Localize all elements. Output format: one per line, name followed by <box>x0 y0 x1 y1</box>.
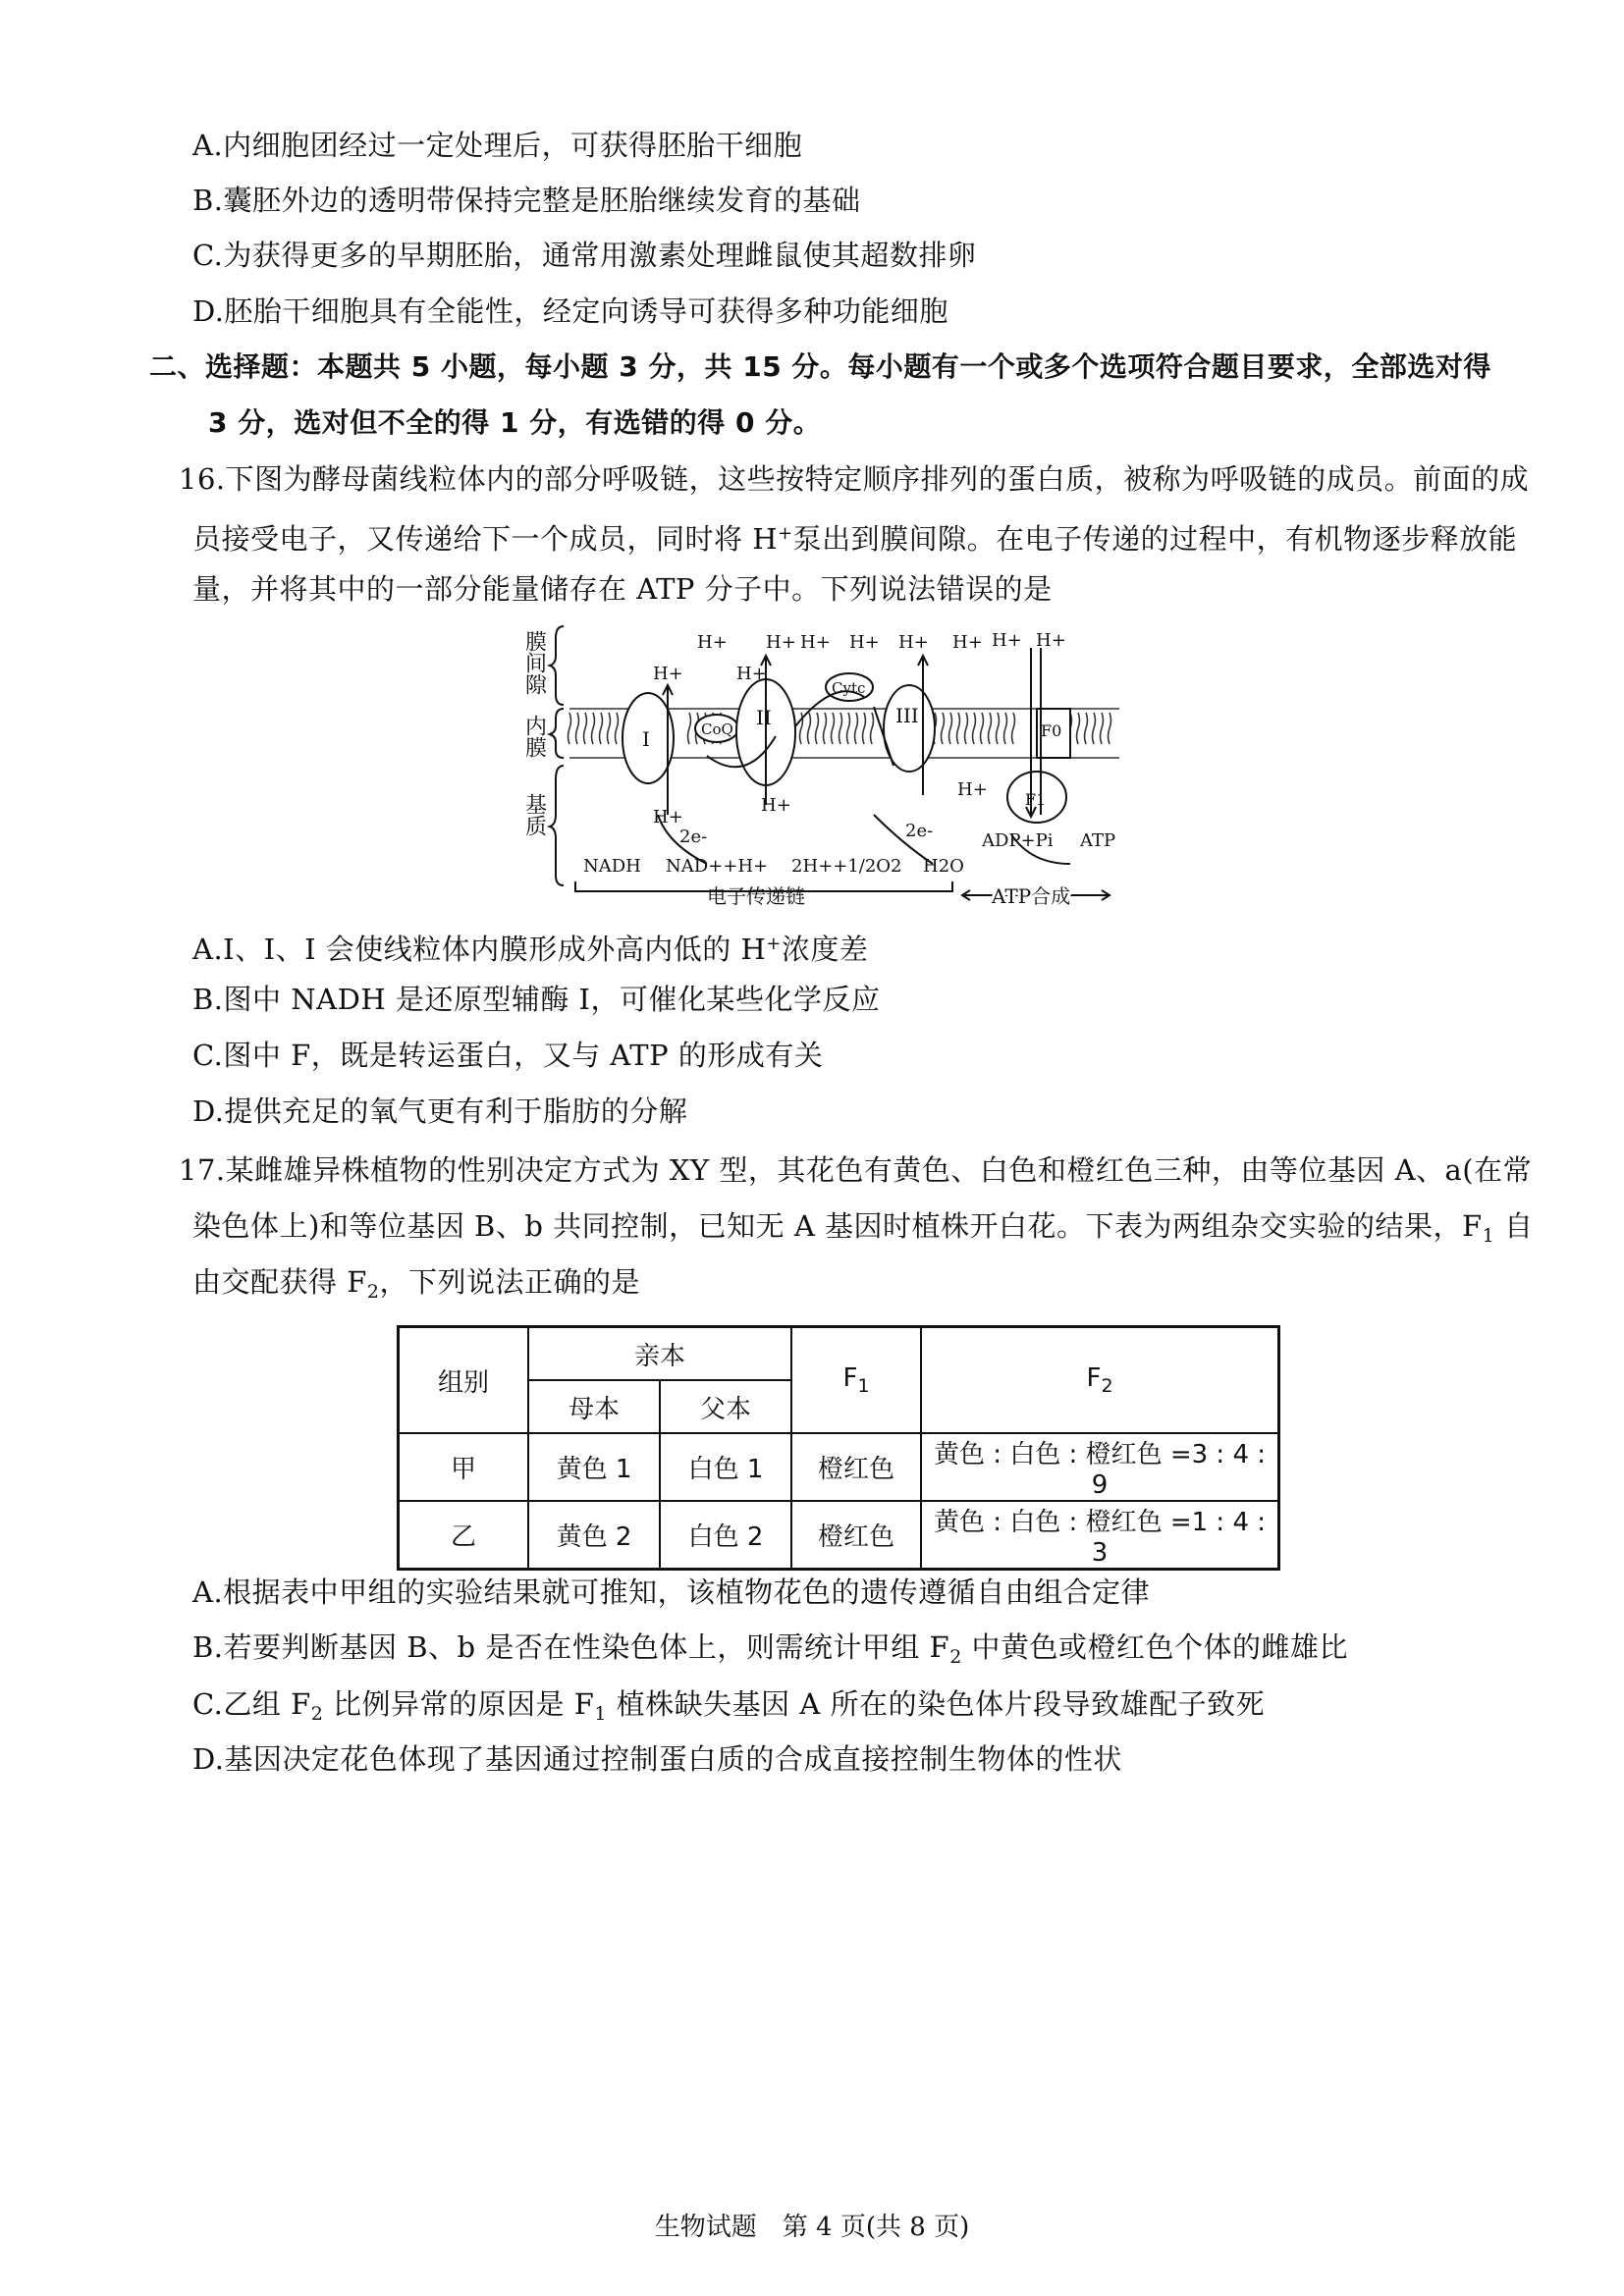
cell-father: 白色 2 <box>660 1501 791 1570</box>
q17-option-c <box>192 1684 1265 1734</box>
q15-option-b: B.囊胚外边的透明带保持完整是胚胎继续发育的基础 <box>192 184 861 217</box>
page-footer: 生物试题 第 4 页(共 8 页) <box>654 2213 970 2242</box>
hplus-label: H+ <box>1036 630 1066 651</box>
two-e-label: 2e- <box>905 821 934 841</box>
q16-option-a <box>192 925 868 969</box>
complex-1-label: I <box>642 727 650 751</box>
cytc-label: Cytc <box>832 679 866 697</box>
q17-stem-line3-sub: 2 <box>366 1281 380 1303</box>
hplus-label: H+ <box>898 632 929 653</box>
section2-heading: 二、选择题：本题共 5 小题，每小题 3 分，共 15 分。每小题有一个或多个选项符合题目要求，全部选对得 <box>149 350 1491 383</box>
two-e-label: 2e- <box>679 827 708 847</box>
cell-group: 乙 <box>399 1501 529 1570</box>
q16-option-a-text: A.I、I、I 会使线粒体内膜形成外高内低的 H <box>192 933 767 966</box>
hplus-label: H+ <box>849 632 880 653</box>
header-parents: 亲本 <box>528 1327 791 1381</box>
q17-option-d: D.基因决定花色体现了基因通过控制蛋白质的合成直接控制生物体的性状 <box>192 1742 1122 1776</box>
hplus-label: H+ <box>653 664 683 684</box>
label-electron-transport-chain: 电子传递链 <box>707 884 805 908</box>
q17-option-c-sub1: 2 <box>310 1703 324 1725</box>
q17-option-b-text: B.若要判断基因 B、b 是否在性染色体上，则需统计甲组 F <box>192 1630 950 1664</box>
q16-option-a-sup: + <box>766 934 782 954</box>
complex-3-label: III <box>895 704 919 727</box>
cell-mother: 黄色 2 <box>528 1501 660 1570</box>
q17-option-c-mid: 比例异常的原因是 F <box>323 1687 595 1721</box>
q16-option-d: D.提供充足的氧气更有利于脂肪的分解 <box>192 1095 688 1128</box>
cell-f1: 橙红色 <box>791 1501 921 1570</box>
cell-f1: 橙红色 <box>791 1433 921 1501</box>
q17-option-c-sub2: 1 <box>594 1703 607 1725</box>
header-f1 <box>791 1327 921 1434</box>
q17-stem-line1: 17.某雌雄异株植物的性别决定方式为 XY 型，其花色有黄色、白色和橙红色三种，由等位基因 A、a(在常 <box>179 1153 1533 1187</box>
q16-option-c: C.图中 F，既是转运蛋白，又与 ATP 的形成有关 <box>192 1039 824 1072</box>
h2o-label: H2O <box>923 856 964 877</box>
label-membrane: 内膜 <box>521 715 547 758</box>
q17-option-b-end: 中黄色或橙红色个体的雌雄比 <box>961 1630 1349 1664</box>
header-f2 <box>921 1327 1279 1434</box>
hplus-label: H+ <box>957 779 988 800</box>
q15-option-c: C.为获得更多的早期胚胎，通常用激素处理雌鼠使其超数排卵 <box>192 239 977 272</box>
hplus-label: H+ <box>761 795 791 816</box>
header-f1-base: F <box>842 1363 858 1393</box>
q17-stem-line2-sub: 1 <box>1482 1225 1495 1247</box>
region-braces <box>550 626 564 885</box>
q17-option-c-text: C.乙组 F <box>192 1687 311 1721</box>
q17-stem-line3-b: ，下列说法正确的是 <box>379 1265 640 1299</box>
header-mother: 母本 <box>528 1380 660 1433</box>
adp-label: ADP+Pi <box>982 830 1054 851</box>
reaction-labels <box>583 821 1115 877</box>
nadh-label: NADH <box>583 856 641 877</box>
q15-option-a: A.内细胞团经过一定处理后，可获得胚胎干细胞 <box>192 129 803 162</box>
table-row <box>399 1433 1279 1501</box>
hplus-label: H+ <box>992 630 1022 651</box>
label-intermembrane: 膜间隙 <box>521 630 547 695</box>
q16-option-b: B.图中 NADH 是还原型辅酶 I，可催化某些化学反应 <box>192 983 881 1016</box>
water-reaction-label: 2H++1/2O2 <box>791 856 902 877</box>
q17-stem-line2 <box>192 1206 1533 1255</box>
hplus-label: H+ <box>766 632 796 653</box>
q16-stem-line2-a: 员接受电子，又传递给下一个成员，同时将 H <box>192 522 779 556</box>
complex-2-label: II <box>756 706 772 729</box>
cell-f2: 黄色 : 白色 : 橙红色 =3 : 4 : 9 <box>921 1433 1279 1501</box>
region-labels <box>522 630 547 836</box>
q17-stem-line2-b: 自 <box>1494 1209 1534 1243</box>
cross-results-table <box>397 1325 1280 1571</box>
q17-option-b-sub: 2 <box>949 1646 962 1668</box>
q16-stem-line1: 16.下图为酵母菌线粒体内的部分呼吸链，这些按特定顺序排列的蛋白质，被称为呼吸链的成员。前面的成 <box>179 462 1530 496</box>
header-f2-sub: 2 <box>1101 1375 1113 1397</box>
q17-stem-line2-a: 染色体上)和等位基因 B、b 共同控制，已知无 A 基因时植株开白花。下表为两组杂交实验的结果，F <box>192 1209 1483 1243</box>
table-header-row <box>399 1327 1279 1381</box>
q16-stem-line3: 量，并将其中的一部分能量储存在 ATP 分子中。下列说法错误的是 <box>192 572 1053 606</box>
q16-stem-line2-sup: + <box>778 523 793 544</box>
q17-option-b <box>192 1628 1348 1677</box>
q15-option-d: D.胚胎干细胞具有全能性，经定向诱导可获得多种功能细胞 <box>192 294 948 328</box>
cell-f2: 黄色 : 白色 : 橙红色 =1 : 4 : 3 <box>921 1501 1279 1570</box>
q17-stem-line3-a: 由交配获得 F <box>192 1265 367 1299</box>
q16-stem-line2-b: 泵出到膜间隙。在电子传递的过程中，有机物逐步释放能 <box>792 522 1518 556</box>
q17-option-a: A.根据表中甲组的实验结果就可推知，该植物花色的遗传遵循自由组合定律 <box>192 1575 1151 1609</box>
hplus-label: H+ <box>653 807 683 828</box>
f0-label: F0 <box>1041 721 1062 740</box>
header-group: 组别 <box>399 1327 529 1434</box>
coq-label: CoQ <box>701 721 733 738</box>
header-father: 父本 <box>660 1380 791 1433</box>
header-f2-base: F <box>1086 1363 1102 1393</box>
hplus-label: H+ <box>952 632 983 653</box>
q16-option-a-end: 浓度差 <box>781 933 869 966</box>
q17-stem-line3 <box>192 1262 640 1311</box>
cell-father: 白色 1 <box>660 1433 791 1501</box>
header-f1-sub: 1 <box>857 1375 870 1397</box>
label-atp-synthesis: ATP合成 <box>992 884 1071 908</box>
cell-mother: 黄色 1 <box>528 1433 660 1501</box>
hplus-label: H+ <box>697 632 728 653</box>
label-matrix: 基质 <box>521 793 547 836</box>
hplus-label: H+ <box>800 632 831 653</box>
cell-group: 甲 <box>399 1433 529 1501</box>
f1-label: F1 <box>1025 790 1047 809</box>
hplus-label: H+ <box>736 664 767 684</box>
q17-option-c-end: 植株缺失基因 A 所在的染色体片段导致雄配子致死 <box>606 1687 1266 1721</box>
q16-stem-line2 <box>192 514 1517 559</box>
respiratory-chain-diagram <box>520 618 1129 913</box>
table-row <box>399 1501 1279 1570</box>
nad-label: NAD++H+ <box>666 856 769 877</box>
atp-label: ATP <box>1080 830 1116 851</box>
section2-heading-cont: 3 分，选对但不全的得 1 分，有选错的得 0 分。 <box>208 406 822 439</box>
